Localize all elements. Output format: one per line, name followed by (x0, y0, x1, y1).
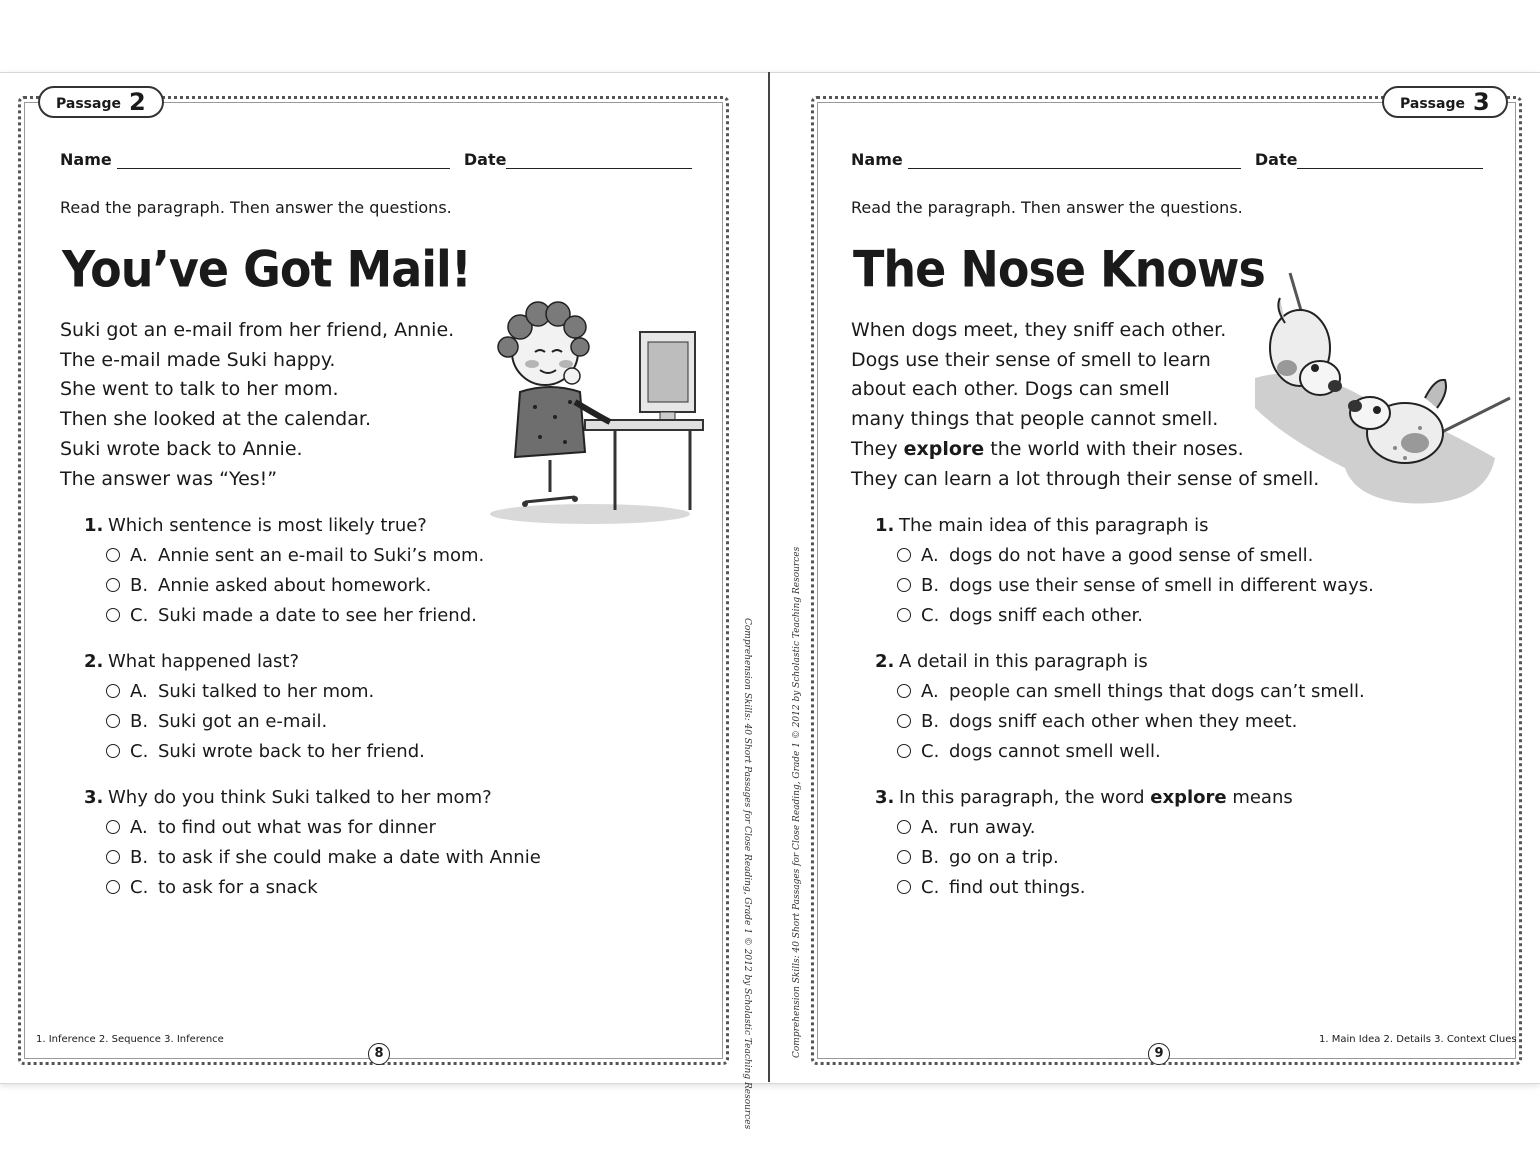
question-1: 1. The main idea of this paragraph is (875, 515, 1209, 536)
copyright-notice: Comprehension Skills: 40 Short Passages for Close Reading, Grade 1 © 2012 by Scholastic Teaching Resources (792, 546, 802, 1058)
passage-label: Passage (56, 96, 121, 112)
dogs-sniffing-illustration (1245, 268, 1515, 518)
answer-option[interactable]: C. dogs sniff each other. (897, 605, 1143, 626)
page-number: 8 (368, 1043, 390, 1065)
radio-bubble-icon[interactable] (897, 714, 911, 728)
answer-option[interactable]: C. Suki wrote back to her friend. (106, 741, 425, 762)
answer-option[interactable]: B. dogs sniff each other when they meet. (897, 711, 1297, 732)
answer-option[interactable]: A. to find out what was for dinner (106, 817, 436, 838)
name-label: Name (851, 150, 903, 169)
radio-bubble-icon[interactable] (897, 608, 911, 622)
paragraph-line: She went to talk to her mom. (60, 378, 339, 401)
answer-option[interactable]: C. to ask for a snack (106, 877, 318, 898)
question-2: 2. A detail in this paragraph is (875, 651, 1148, 672)
radio-bubble-icon[interactable] (897, 578, 911, 592)
skills-footer: 1. Main Idea 2. Details 3. Context Clues (1319, 1034, 1517, 1045)
date-field[interactable] (1297, 152, 1483, 169)
answer-option[interactable]: B. Annie asked about homework. (106, 575, 431, 596)
answer-option[interactable]: B. go on a trip. (897, 847, 1059, 868)
answer-option[interactable]: B. Suki got an e-mail. (106, 711, 327, 732)
paragraph-line: Dogs use their sense of smell to learn (851, 348, 1211, 371)
answer-option[interactable]: A. Annie sent an e-mail to Suki’s mom. (106, 545, 484, 566)
passage-title: You’ve Got Mail! (62, 240, 471, 299)
paragraph-line: many things that people cannot smell. (851, 408, 1219, 431)
question-3: 3. Why do you think Suki talked to her mom? (84, 787, 492, 808)
answer-option[interactable]: C. find out things. (897, 877, 1086, 898)
copyright-notice: Comprehension Skills: 40 Short Passages for Close Reading, Grade 1 © 2012 by Scholastic Teaching Resources (742, 618, 752, 1130)
answer-option[interactable]: C. dogs cannot smell well. (897, 741, 1161, 762)
passage-number: 2 (128, 88, 146, 116)
radio-bubble-icon[interactable] (897, 548, 911, 562)
paragraph-line: Suki got an e-mail from her friend, Annie. (60, 319, 455, 341)
question-1: 1. Which sentence is most likely true? (84, 515, 427, 536)
paragraph-line: When dogs meet, they sniff each other. (851, 319, 1227, 341)
name-field[interactable] (908, 152, 1241, 169)
answer-option[interactable]: A. dogs do not have a good sense of smell. (897, 545, 1313, 566)
vocab-word: explore (1150, 787, 1227, 808)
date-label: Date (463, 150, 507, 169)
date-label: Date (1254, 150, 1298, 169)
answer-option[interactable]: C. Suki made a date to see her friend. (106, 605, 477, 626)
answer-option[interactable]: B. to ask if she could make a date with Annie (106, 847, 541, 868)
instructions: Read the paragraph. Then answer the questions. (60, 198, 452, 217)
answer-option[interactable]: B. dogs use their sense of smell in different ways. (897, 575, 1374, 596)
passage-label: Passage (1400, 96, 1465, 112)
question-3: 3. In this paragraph, the word explore means (875, 787, 1293, 808)
answer-option[interactable]: A. Suki talked to her mom. (106, 681, 374, 702)
answer-option[interactable]: A. run away. (897, 817, 1036, 838)
paragraph-line: The answer was “Yes!” (60, 467, 278, 490)
paragraph-line: The e-mail made Suki happy. (60, 348, 336, 371)
question-2: 2. What happened last? (84, 651, 300, 672)
passage-title: The Nose Knows (853, 240, 1265, 299)
name-label: Name (60, 150, 112, 169)
paragraph-line: They explore the world with their noses. (851, 437, 1244, 460)
paragraph-line: Then she looked at the calendar. (60, 408, 371, 431)
name-date-line (851, 150, 1483, 169)
skills-footer: 1. Inference 2. Sequence 3. Inference (36, 1034, 224, 1045)
radio-bubble-icon[interactable] (897, 684, 911, 698)
radio-bubble-icon[interactable] (897, 850, 911, 864)
radio-bubble-icon[interactable] (897, 880, 911, 894)
paragraph-line: about each other. Dogs can smell (851, 378, 1170, 401)
radio-bubble-icon[interactable] (897, 744, 911, 758)
paragraph-line: They can learn a lot through their sense of smell. (851, 467, 1320, 490)
page-number: 9 (1148, 1043, 1170, 1065)
passage-tab (1382, 86, 1508, 118)
answer-option[interactable]: A. people can smell things that dogs can’t smell. (897, 681, 1365, 702)
instructions: Read the paragraph. Then answer the questions. (851, 198, 1243, 217)
vocab-word: explore (903, 437, 985, 460)
paragraph-line: Suki wrote back to Annie. (60, 437, 303, 460)
radio-bubble-icon[interactable] (897, 820, 911, 834)
passage-number: 3 (1472, 88, 1490, 116)
